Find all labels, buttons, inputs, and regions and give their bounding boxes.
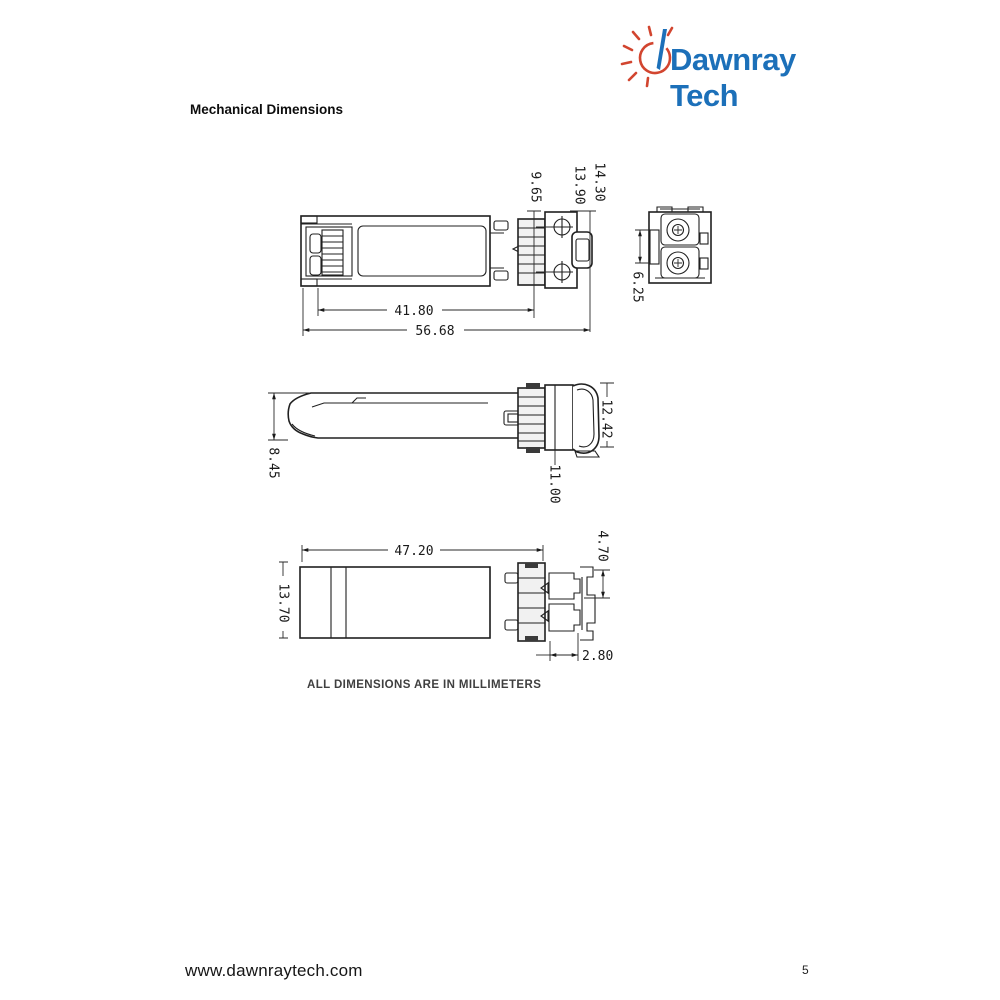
bottom-view <box>276 530 614 664</box>
rib-section <box>518 219 545 285</box>
dim-top-height-ribs: 9.65 <box>527 171 543 203</box>
latch-block <box>549 604 580 631</box>
dim-side-height-body: 11.00 <box>546 464 562 504</box>
dim-side-height-front: 8.45 <box>265 447 281 479</box>
dim-bottom-width-body: 13.70 <box>275 583 291 623</box>
dim-bottom-length-body: 47.20 <box>394 544 434 559</box>
page-title: Mechanical Dimensions <box>190 102 344 117</box>
dim-side-height-overall: 12.42 <box>598 399 614 439</box>
dimensions-note: ALL DIMENSIONS ARE IN MILLIMETERS <box>307 679 542 691</box>
mechanical-drawing <box>240 135 740 705</box>
bail-latch <box>573 384 599 453</box>
brand-name: Dawnray Tech <box>670 42 796 113</box>
dim-top-height-overall: 14.30 <box>591 162 607 202</box>
dim-bottom-latch-width: 4.70 <box>594 530 610 562</box>
latch-block <box>549 573 580 599</box>
front-view <box>630 207 712 303</box>
dim-front-port-spacing: 6.25 <box>629 271 645 303</box>
footer-page-number: 5 <box>802 963 809 977</box>
dim-top-length-body: 41.80 <box>394 304 434 319</box>
dim-bottom-latch-offset: 2.80 <box>582 649 614 664</box>
dim-top-length-overall: 56.68 <box>415 324 455 339</box>
side-view <box>266 383 615 504</box>
footer-website: www.dawnraytech.com <box>185 961 363 980</box>
needle-icon <box>657 29 667 70</box>
logo <box>618 18 858 113</box>
top-view <box>301 162 607 339</box>
dim-top-height-body: 13.90 <box>571 165 587 205</box>
